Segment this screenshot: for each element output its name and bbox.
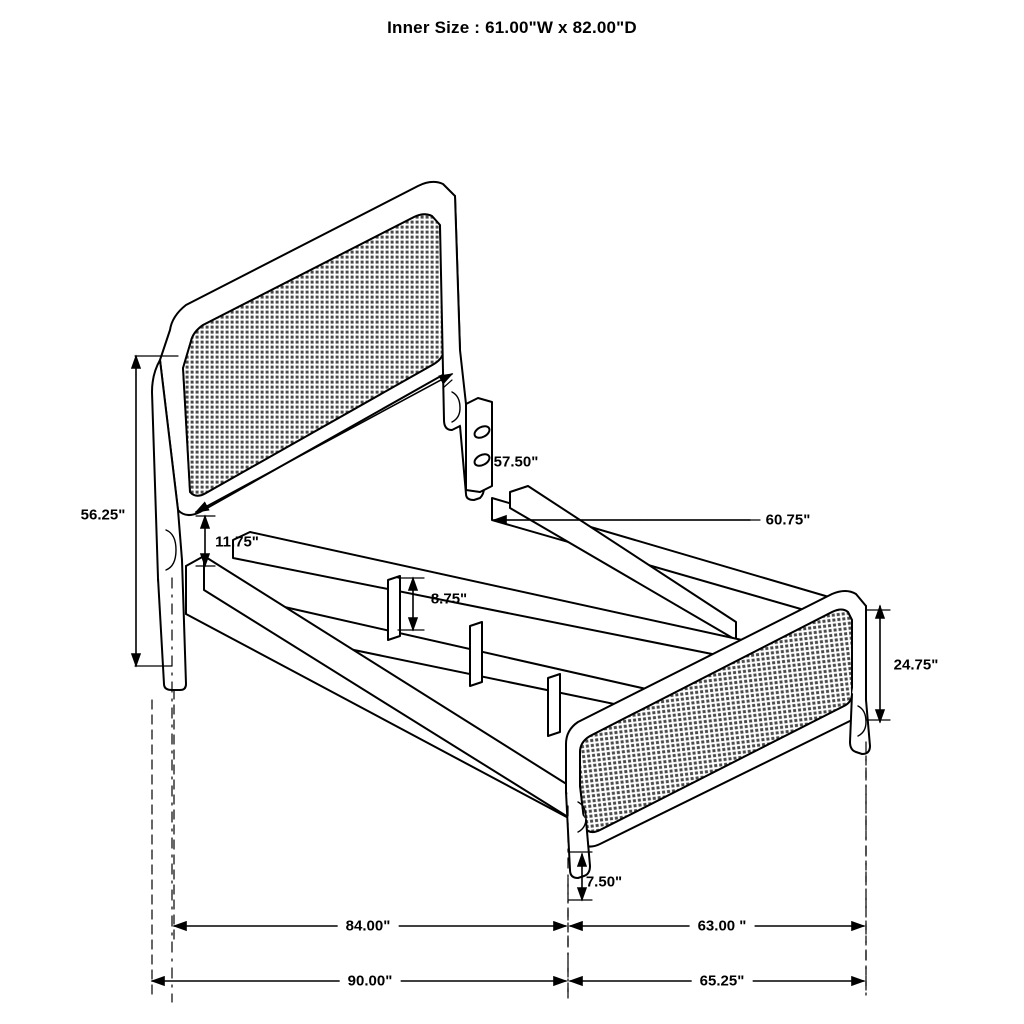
dimension-label-depth-outer-right: 65.25"	[692, 973, 753, 990]
dimension-label-side-rail-length: 60.75"	[765, 511, 811, 529]
dimension-label-footboard-clearance: 7.50"	[585, 873, 623, 891]
dimension-label-headboard-width: 57.50"	[493, 453, 539, 471]
headboard-bracket	[466, 398, 492, 492]
dimension-label-headboard-clearance: 11.75"	[215, 533, 259, 551]
dimension-label-overall-height: 56.25"	[80, 506, 126, 524]
page-title: Inner Size : 61.00"W x 82.00"D	[387, 18, 637, 37]
dimension-label-depth-inner-right: 63.00 "	[690, 918, 755, 935]
dimension-label-depth-outer-left: 90.00"	[340, 973, 401, 990]
dimension-label-footboard-height: 24.75"	[893, 656, 939, 674]
dimension-label-slat-height: 8.75"	[430, 590, 468, 608]
dimension-label-depth-inner-left: 84.00"	[338, 918, 399, 935]
